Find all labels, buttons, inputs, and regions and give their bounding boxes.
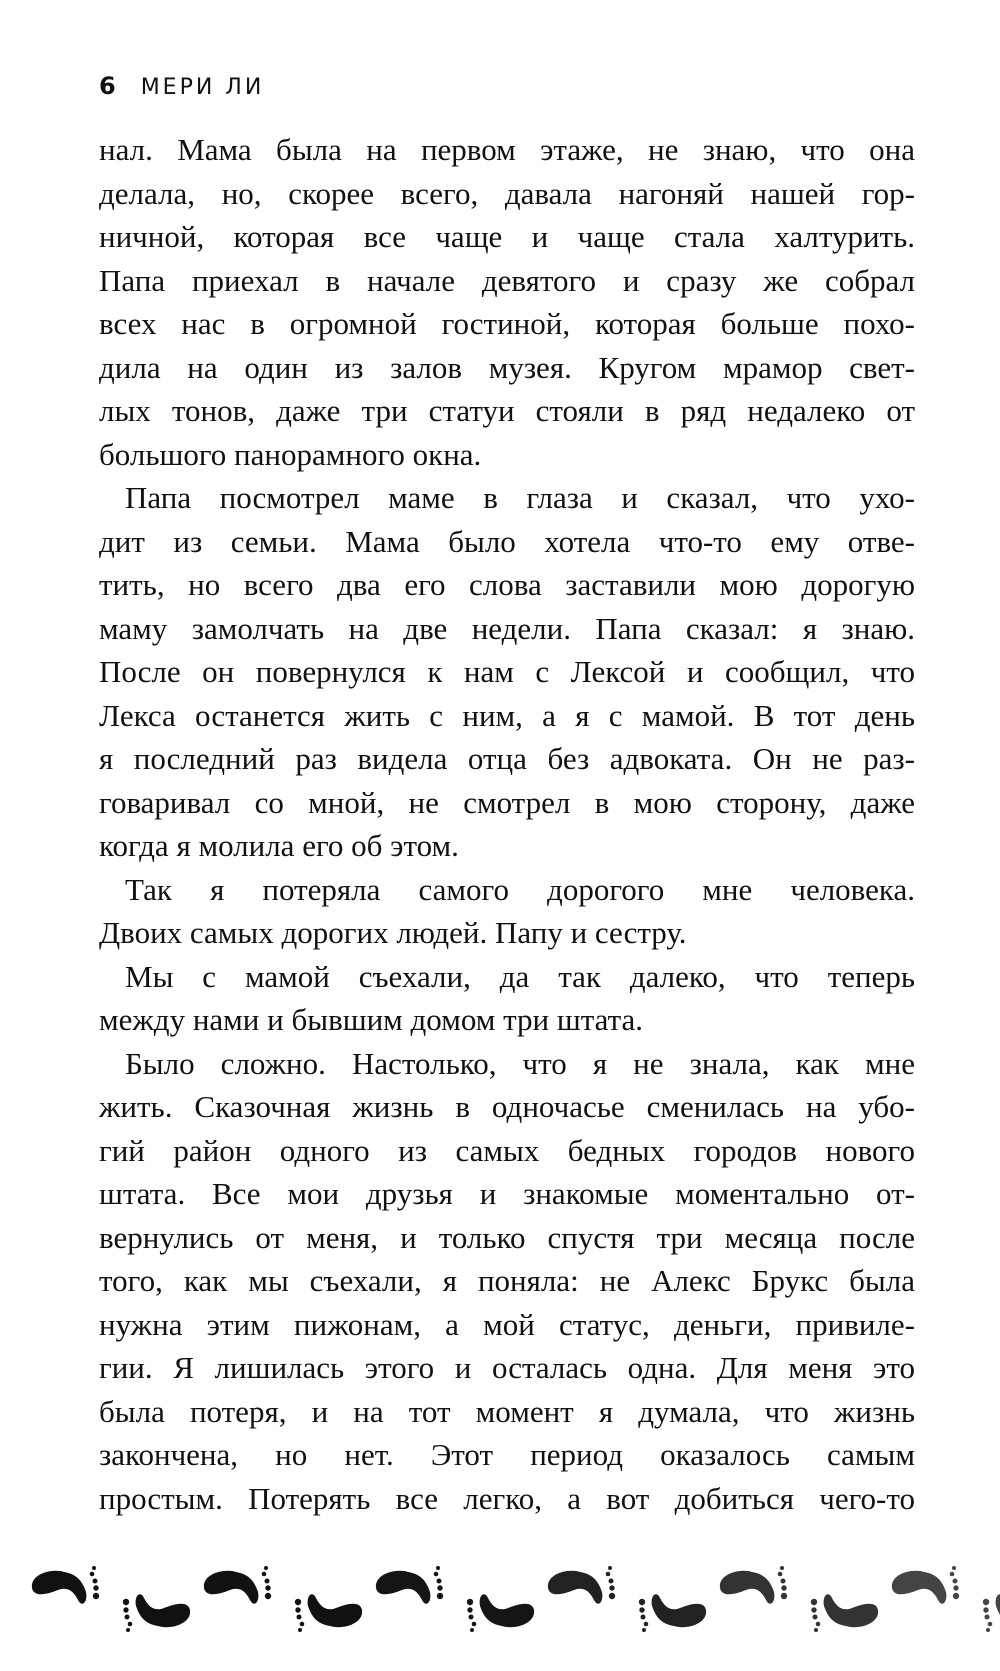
body-text xyxy=(99,128,915,1520)
text-line: Так я потеряла самого дорогого мне человека. xyxy=(125,871,915,907)
text-line: большого панорамного окна. xyxy=(99,436,482,472)
text-line: Лекса останется жить с ним, а я с мамой. В тот день xyxy=(99,697,915,733)
footprint-icon xyxy=(32,1566,99,1604)
text-line: Было сложно. Настолько, что я не знала, как мне xyxy=(125,1045,915,1081)
text-line: Двоих самых дорогих людей. Папу и сестру. xyxy=(99,915,687,950)
footprint-icon xyxy=(892,1566,959,1604)
text-line: маму замолчать на две недели. Папа сказал: я знаю. xyxy=(99,610,915,646)
text-line: дит из семьи. Мама было хотела что-то ему отве- xyxy=(99,523,915,559)
footprint-icon xyxy=(811,1594,878,1632)
footprint-icon xyxy=(639,1594,706,1632)
footprint-icon xyxy=(467,1594,534,1632)
text-line: между нами и бывшим домом три штата. xyxy=(99,1002,644,1037)
footprint-icon xyxy=(548,1566,615,1604)
running-header xyxy=(99,72,264,100)
running-title: МЕРИ ЛИ xyxy=(140,75,265,100)
text-line: простым. Потерять все легко, а вот добиться чего-то xyxy=(99,1480,915,1516)
text-line: Папа приехал в начале девятого и сразу же собрал xyxy=(99,262,915,298)
footprint-icon xyxy=(376,1566,443,1604)
footprint-icon xyxy=(123,1594,190,1632)
footprint-icon xyxy=(204,1566,271,1604)
text-line: Папа посмотрел маме в глаза и сказал, что ухо- xyxy=(125,480,915,515)
text-line: После он повернулся к нам с Лексой и сообщил, что xyxy=(99,654,915,689)
text-line: когда я молила его об этом. xyxy=(99,828,459,863)
text-line: Мы с мамой съехали, да так далеко, что теперь xyxy=(125,958,915,994)
text-line: гии. Я лишилась этого и осталась одна. Для меня это xyxy=(99,1350,915,1385)
page-number: 6 xyxy=(99,72,119,100)
text-line: штата. Все мои друзья и знакомые моментально от- xyxy=(99,1176,915,1211)
footprint-icon xyxy=(295,1594,362,1632)
text-line: жить. Сказочная жизнь в одночасье сменилась на убо- xyxy=(99,1089,915,1124)
text-line: вернулись от меня, и только спустя три месяца после xyxy=(99,1219,915,1255)
footprint-icon xyxy=(983,1594,1000,1632)
text-line: всех нас в огромной гостиной, которая больше похо- xyxy=(99,306,915,341)
text-line: того, как мы съехали, я поняла: не Алекс Брукс была xyxy=(99,1263,915,1298)
text-line: говаривал со мной, не смотрел в мою сторону, даже xyxy=(99,784,915,820)
text-line: была потеря, и на тот момент я думала, что жизнь xyxy=(99,1393,915,1429)
text-line: лых тонов, даже три статуи стояли в ряд недалеко от xyxy=(99,393,915,428)
text-line: гий район одного из самых бедных городов нового xyxy=(99,1132,915,1168)
text-line: ничной, которая все чаще и чаще стала халтурить. xyxy=(99,219,915,254)
text-line: нал. Мама была на первом этаже, не знаю, что она xyxy=(99,132,915,167)
text-line: дила на один из залов музея. Кругом мрамор свет- xyxy=(99,349,915,385)
footprints-icon xyxy=(0,1560,1000,1640)
text-line: делала, но, скорее всего, давала нагоняй нашей гор- xyxy=(99,175,915,211)
text-line: закончена, но нет. Этот период оказалось самым xyxy=(99,1437,915,1472)
text-line: я последний раз видела отца без адвоката. Он не раз- xyxy=(99,741,915,776)
text-line: тить, но всего два его слова заставили мою дорогую xyxy=(99,567,915,602)
footprint-icon xyxy=(720,1566,787,1604)
text-line: нужна этим пижонам, а мой статус, деньги, привиле- xyxy=(99,1306,915,1342)
